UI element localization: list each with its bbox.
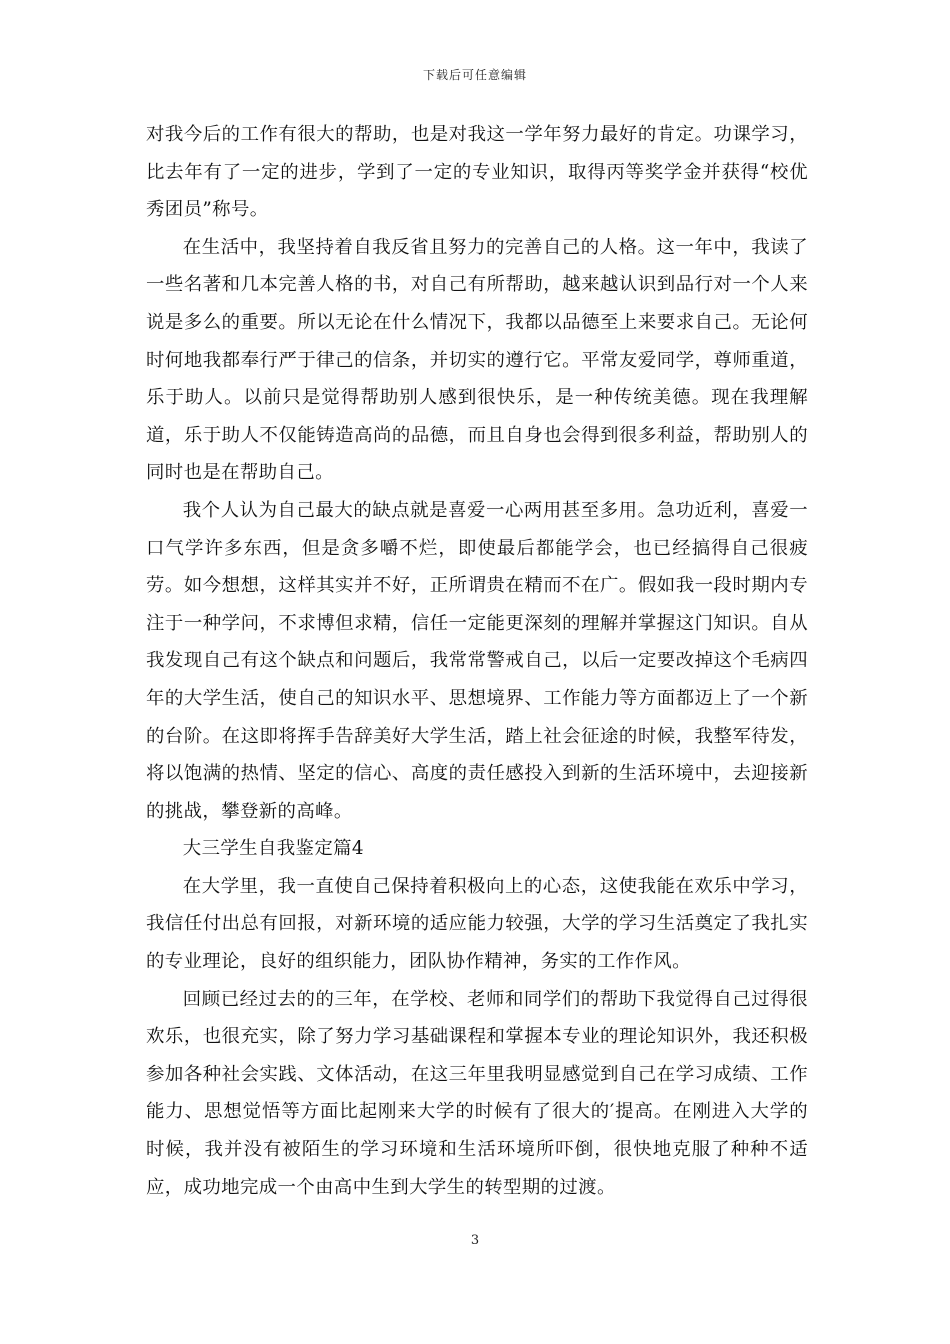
paragraph-life: 在生活中，我坚持着自我反省且努力的完善自己的人格。这一年中，我读了一些名著和几本完善人格的书，对自己有所帮助，越来越认识到品行对一个人来说是多么的重要。所以无论在什么情况下，我都以品德至上来要求自己。无论何时何地我都奉行严于律己的信条，并切实的遵行它。平常友爱同学，尊师重道，乐于助人。以前只是觉得帮助别人感到很快乐，是一种传统美德。现在我理解道，乐于助人不仅能铸造高尚的品德，而且自身也会得到很多利益，帮助别人的同时也是在帮助自己。	[146, 236, 808, 484]
paragraph-attitude: 在大学里，我一直使自己保持着积极向上的心态，这使我能在欢乐中学习，我信任付出总有回报，对新环境的适应能力较强，大学的学习生活奠定了我扎实的专业理论，良好的组织能力，团队协作精神，务实的工作作风。	[146, 875, 808, 973]
document-body	[146, 116, 808, 1206]
page-number: 3	[470, 1233, 480, 1248]
paragraph-shortcomings: 我个人认为自己最大的缺点就是喜爱一心两用甚至多用。急功近利，喜爱一口气学许多东西，但是贪多嚼不烂，即使最后都能学会，也已经搞得自己很疲劳。如今想想，这样其实并不好，正所谓贵在精而不在广。假如我一段时期内专注于一种学问，不求博但求精，信任一定能更深刻的理解并掌握这门知识。自从我发现自己有这个缺点和问题后，我常常警戒自己，以后一定要改掉这个毛病四年的大学生活，使自己的知识水平、思想境界、工作能力等方面都迈上了一个新的台阶。在这即将挥手告辞美好大学生活，踏上社会征途的时候，我整军待发，将以饱满的热情、坚定的信心、高度的责任感投入到新的生活环境中，去迎接新的挑战，攀登新的高峰。	[146, 499, 808, 822]
page-header: 下载后可任意编辑	[422, 68, 527, 82]
paragraph-review: 回顾已经过去的的三年，在学校、老师和同学们的帮助下我觉得自己过得很欢乐，也很充实，除了努力学习基础课程和掌握本专业的理论知识外，我还积极参加各种社会实践、文体活动，在这三年里我明显感觉到自己在学习成绩、工作能力、思想觉悟等方面比起刚来大学的时候有了很大的′提高。在刚进入大学的时候，我并没有被陌生的学习环境和生活环境所吓倒，很快地克服了种种不适应，成功地完成一个由高中生到大学生的转型期的过渡。	[146, 988, 808, 1198]
section-heading: 大三学生自我鉴定篇4	[182, 838, 365, 860]
paragraph-continuation: 对我今后的工作有很大的帮助，也是对我这一学年努力最好的肯定。功课学习，比去年有了一定的进步，学到了一定的专业知识，取得丙等奖学金并获得“校优秀团员”称号。	[146, 124, 808, 221]
